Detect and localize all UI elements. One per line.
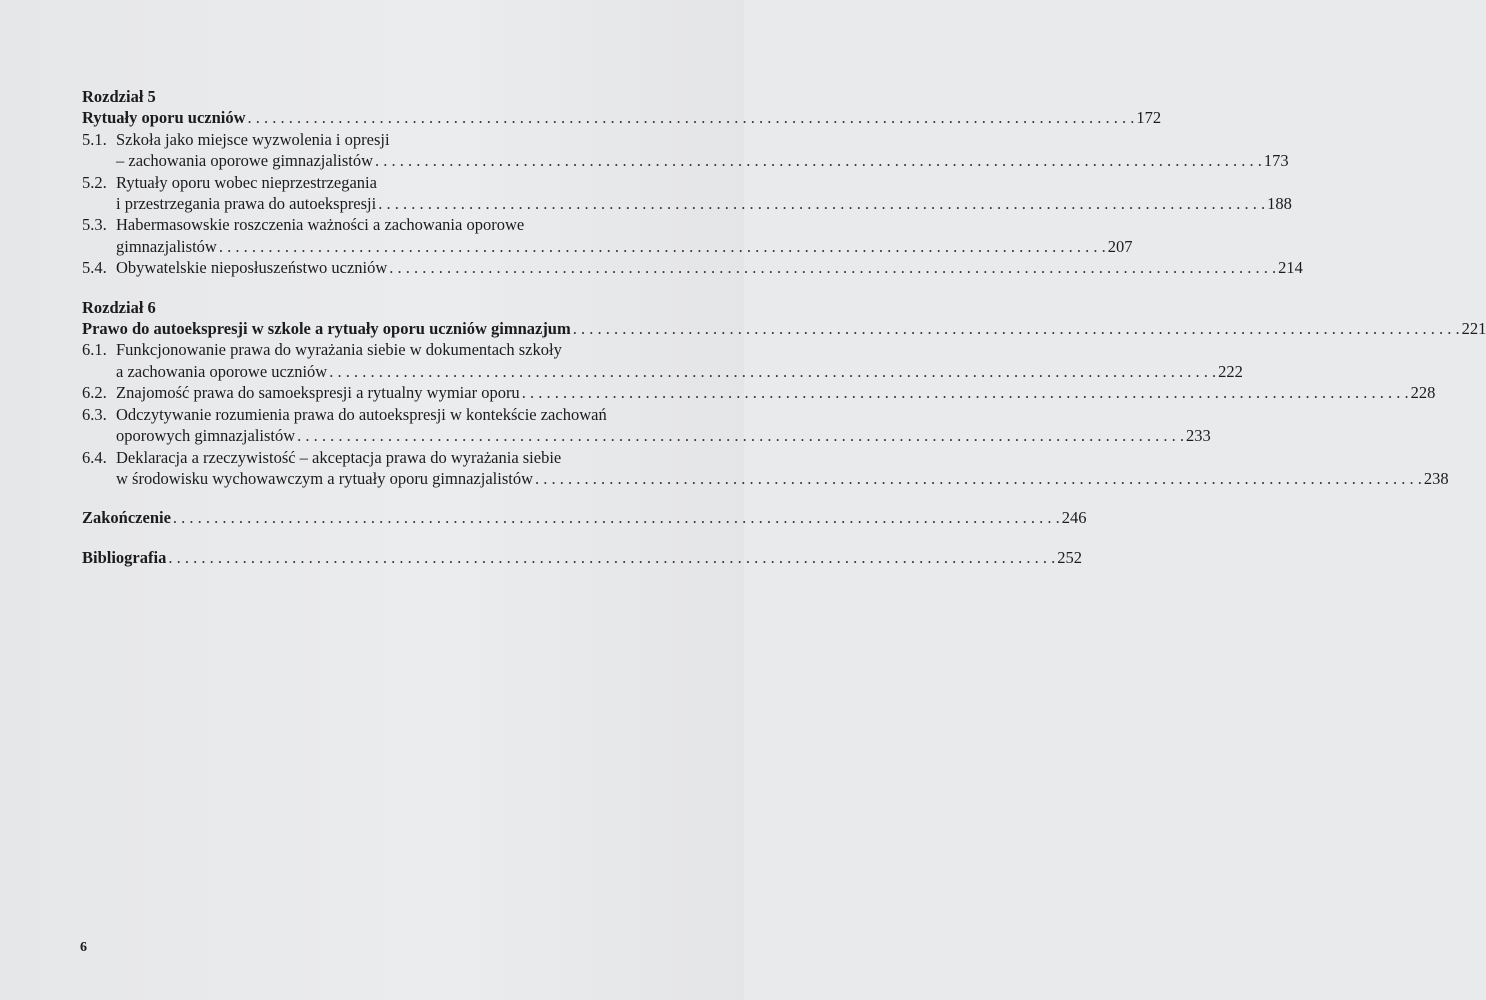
item-title-line2: – zachowania oporowe gimnazjalistów <box>116 151 374 171</box>
item-number: 6.3. <box>82 404 107 424</box>
dot-leader <box>389 257 1276 278</box>
dot-leader <box>329 361 1216 382</box>
chapter-6-label: Rozdział 6 <box>82 297 156 317</box>
item-title-line2: oporowych gimnazjalistów <box>116 426 296 446</box>
conclusion-entry[interactable] <box>82 507 1087 528</box>
item-title-line2: i przestrzegania prawa do autoekspresji <box>116 194 377 214</box>
item-title-line2: gimnazjalistów <box>116 236 217 256</box>
item-number: 5.4. <box>82 258 107 278</box>
item-number: 6.2. <box>82 383 107 403</box>
chapter-5-block <box>82 86 1303 279</box>
item-page: 207 <box>1107 236 1133 256</box>
toc-item-5-3[interactable] <box>82 214 1133 257</box>
item-page: 233 <box>1186 426 1211 446</box>
item-title-line1: Szkoła jako miejsce wyzwolenia i opresji <box>116 129 390 149</box>
toc-item-6-2[interactable] <box>82 382 1436 403</box>
toc-item-6-4[interactable] <box>82 447 1449 490</box>
conclusion-block <box>82 507 1087 528</box>
item-title-line1: Znajomość prawa do samoekspresji a rytualny wymiar oporu <box>116 383 520 403</box>
item-title-line2: w środowisku wychowawczym a rytuały oporu gimnazjalistów <box>116 468 533 488</box>
dot-leader <box>248 107 1135 128</box>
bibliography-title: Bibliografia <box>82 547 167 567</box>
toc-item-5-1[interactable] <box>82 129 1289 172</box>
page-number: 6 <box>80 940 87 955</box>
item-title-line1: Habermasowskie roszczenia ważności a zachowania oporowe <box>116 215 525 235</box>
dot-leader <box>378 193 1265 214</box>
item-page: 238 <box>1423 468 1449 488</box>
dot-leader <box>168 547 1055 568</box>
bibliography-block <box>82 547 1082 568</box>
item-page: 222 <box>1218 361 1243 381</box>
dot-leader <box>219 236 1106 257</box>
dot-leader <box>375 150 1262 171</box>
conclusion-title: Zakończenie <box>82 508 171 528</box>
dot-leader <box>535 468 1422 489</box>
chapter-6-page: 221 <box>1461 319 1486 339</box>
item-page: 228 <box>1410 383 1436 403</box>
item-title-line1: Funkcjonowanie prawa do wyrażania siebie w dokumentach szkoły <box>116 340 562 360</box>
chapter-5-title: Rytuały oporu uczniów <box>82 108 246 128</box>
item-title-line1: Obywatelskie nieposłuszeństwo uczniów <box>116 258 388 278</box>
toc-item-5-2[interactable] <box>82 172 1292 215</box>
dot-leader <box>522 382 1409 403</box>
chapter-6-block <box>82 297 1486 490</box>
conclusion-page: 246 <box>1061 508 1087 528</box>
item-title-line1: Rytuały oporu wobec nieprzestrzegania <box>116 172 377 192</box>
item-title-line2: a zachowania oporowe uczniów <box>116 361 328 381</box>
item-page: 173 <box>1263 151 1289 171</box>
item-number: 6.1. <box>82 340 107 360</box>
item-number: 5.2. <box>82 172 107 192</box>
bibliography-page: 252 <box>1057 547 1082 567</box>
item-page: 188 <box>1267 194 1292 214</box>
toc-item-5-4[interactable] <box>82 257 1303 278</box>
item-number: 5.1. <box>82 129 107 149</box>
toc-item-6-3[interactable] <box>82 404 1211 447</box>
chapter-5-title-entry[interactable] <box>82 107 1162 128</box>
bibliography-entry[interactable] <box>82 547 1082 568</box>
table-of-contents <box>82 86 1486 586</box>
item-number: 5.3. <box>82 215 107 235</box>
chapter-6-title-entry[interactable] <box>82 318 1486 339</box>
toc-item-6-1[interactable] <box>82 339 1243 382</box>
chapter-6-title: Prawo do autoekspresji w szkole a rytuały oporu uczniów gimnazjum <box>82 319 571 339</box>
chapter-5-page: 172 <box>1136 108 1162 128</box>
item-title-line1: Deklaracja a rzeczywistość – akceptacja prawa do wyrażania siebie <box>116 447 562 467</box>
dot-leader <box>297 425 1184 446</box>
item-number: 6.4. <box>82 447 107 467</box>
item-page: 214 <box>1278 258 1303 278</box>
item-title-line1: Odczytywanie rozumienia prawa do autoekspresji w kontekście zachowań <box>116 404 607 424</box>
chapter-5-label: Rozdział 5 <box>82 87 156 106</box>
dot-leader <box>573 318 1460 339</box>
dot-leader <box>173 507 1060 528</box>
